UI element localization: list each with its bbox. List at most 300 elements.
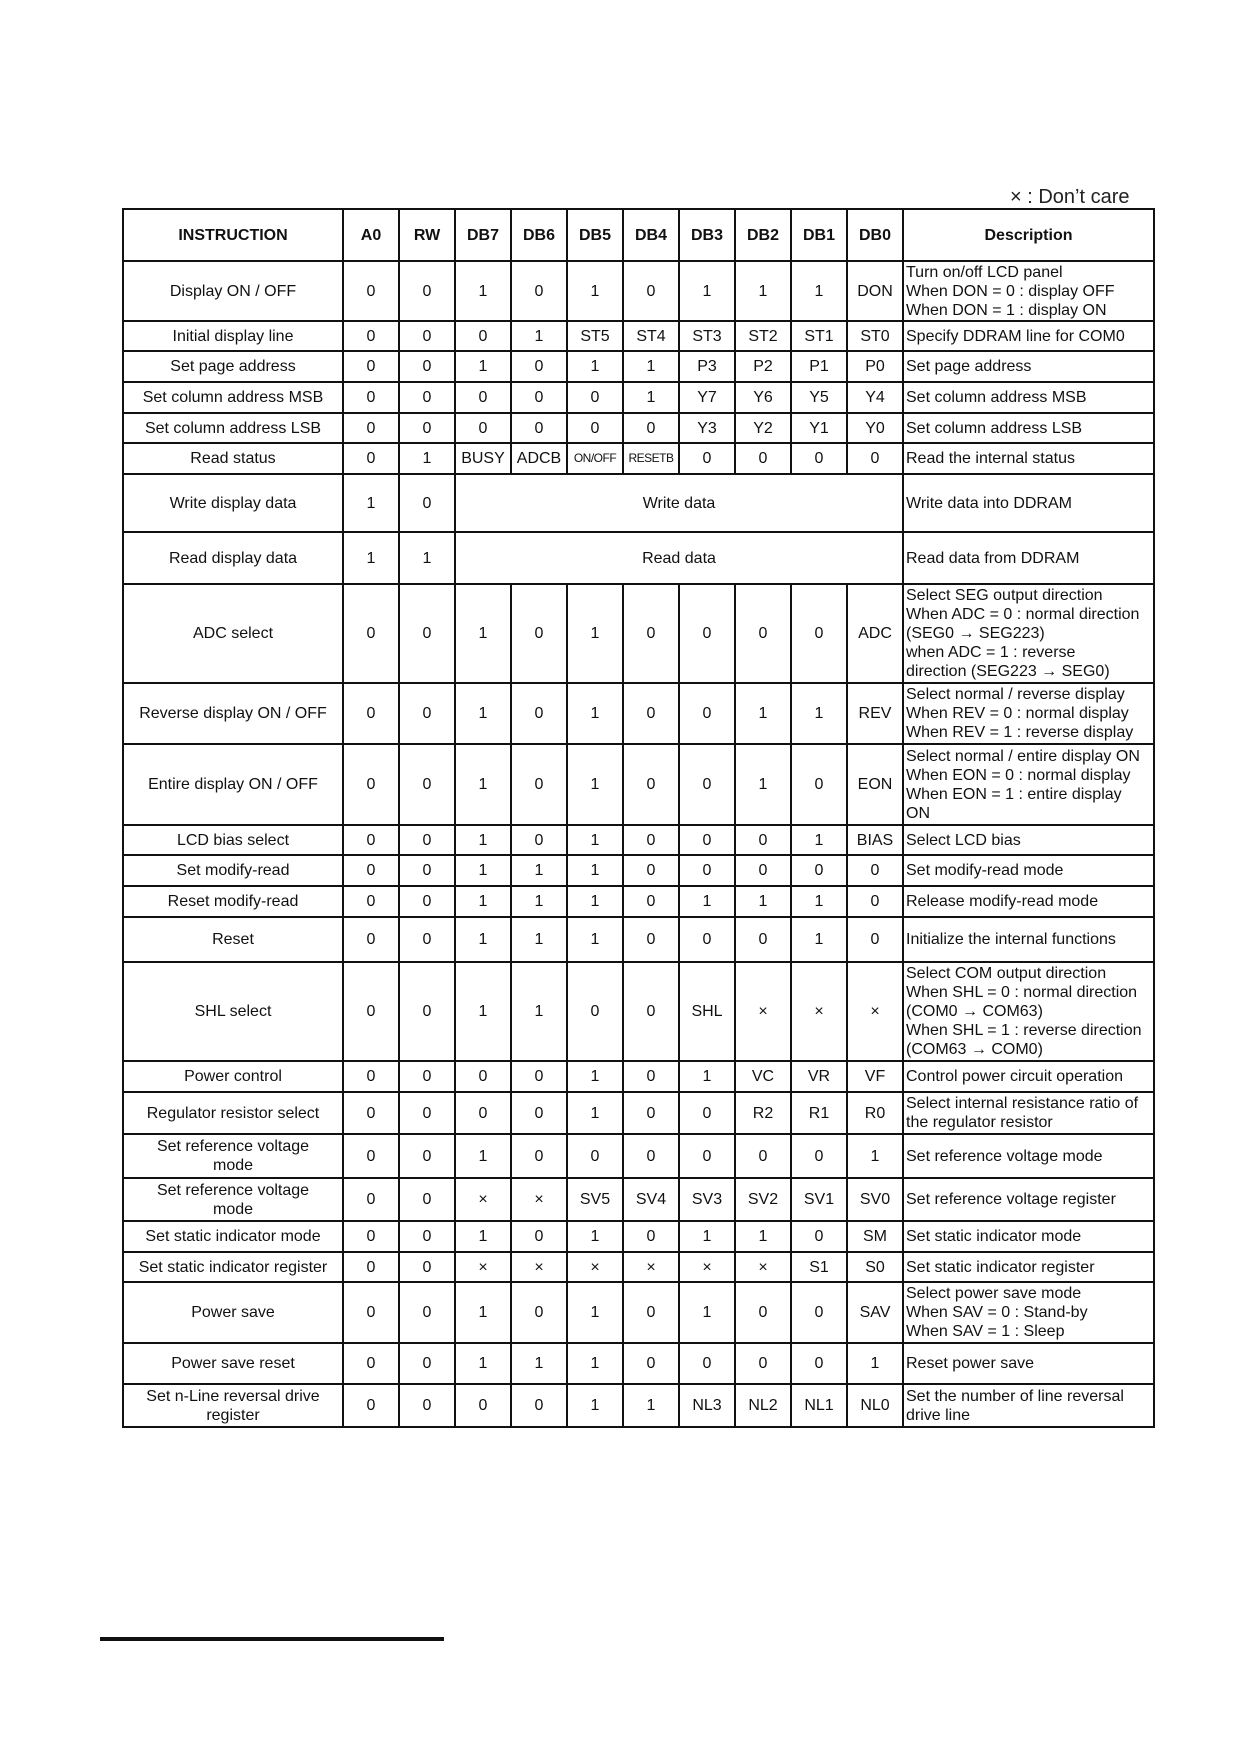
- rw-cell: 0: [399, 744, 455, 825]
- db0-cell: 0: [847, 917, 903, 962]
- db4-cell: 0: [623, 1221, 679, 1252]
- db4-cell: RESETB: [623, 443, 679, 474]
- db2-cell: 1: [735, 1221, 791, 1252]
- db4-cell: 0: [623, 683, 679, 744]
- a0-cell: 0: [343, 917, 399, 962]
- rw-cell: 0: [399, 1221, 455, 1252]
- instruction-name: Regulator resistor select: [123, 1092, 343, 1134]
- rw-cell: 1: [399, 532, 455, 584]
- a0-cell: 0: [343, 683, 399, 744]
- db1-cell: 0: [791, 1134, 847, 1178]
- db2-cell: VC: [735, 1061, 791, 1092]
- db3-cell: 0: [679, 443, 735, 474]
- db3-cell: SV3: [679, 1178, 735, 1221]
- rw-cell: 0: [399, 382, 455, 413]
- description-cell: Write data into DDRAM: [903, 474, 1154, 532]
- description-cell: Select LCD bias: [903, 825, 1154, 855]
- db6-cell: 0: [511, 1282, 567, 1343]
- db2-cell: 0: [735, 1343, 791, 1384]
- rw-cell: 0: [399, 886, 455, 917]
- instruction-name: SHL select: [123, 962, 343, 1061]
- db3-cell: 0: [679, 1092, 735, 1134]
- a0-cell: 0: [343, 1092, 399, 1134]
- db3-cell: 0: [679, 1343, 735, 1384]
- rw-cell: 0: [399, 351, 455, 382]
- db6-cell: 0: [511, 1134, 567, 1178]
- db3-cell: 0: [679, 855, 735, 886]
- db3-cell: 1: [679, 886, 735, 917]
- table-row: [123, 351, 1154, 382]
- table-row: [123, 1384, 1154, 1427]
- header-db6: DB6: [511, 209, 567, 261]
- db7-cell: 1: [455, 1134, 511, 1178]
- db6-cell: 0: [511, 413, 567, 443]
- rw-cell: 0: [399, 962, 455, 1061]
- instruction-rows: [123, 261, 1154, 1427]
- db4-cell: 0: [623, 825, 679, 855]
- db7-cell: 1: [455, 744, 511, 825]
- a0-cell: 0: [343, 886, 399, 917]
- db2-cell: Y6: [735, 382, 791, 413]
- db1-cell: NL1: [791, 1384, 847, 1427]
- db3-cell: ST3: [679, 321, 735, 351]
- table-row: [123, 382, 1154, 413]
- db0-cell: ST0: [847, 321, 903, 351]
- instruction-name: LCD bias select: [123, 825, 343, 855]
- instruction-name: Display ON / OFF: [123, 261, 343, 321]
- description-cell: Release modify-read mode: [903, 886, 1154, 917]
- db7-cell: ×: [455, 1178, 511, 1221]
- db4-cell: 0: [623, 744, 679, 825]
- rw-cell: 0: [399, 1061, 455, 1092]
- table-row: [123, 584, 1154, 683]
- db3-cell: 0: [679, 744, 735, 825]
- db3-cell: 0: [679, 584, 735, 683]
- description-cell: Reset power save: [903, 1343, 1154, 1384]
- rw-cell: 0: [399, 855, 455, 886]
- db3-cell: NL3: [679, 1384, 735, 1427]
- rw-cell: 0: [399, 261, 455, 321]
- db6-cell: 1: [511, 917, 567, 962]
- a0-cell: 0: [343, 261, 399, 321]
- header-db3: DB3: [679, 209, 735, 261]
- db2-cell: 0: [735, 1282, 791, 1343]
- db7-cell: 1: [455, 1343, 511, 1384]
- rw-cell: 0: [399, 1178, 455, 1221]
- db2-cell: 1: [735, 261, 791, 321]
- db4-cell: 0: [623, 1092, 679, 1134]
- dont-care-legend: × : Don’t care: [1010, 186, 1130, 208]
- a0-cell: 0: [343, 321, 399, 351]
- db1-cell: 0: [791, 443, 847, 474]
- description-cell: Control power circuit operation: [903, 1061, 1154, 1092]
- db7-cell: 1: [455, 351, 511, 382]
- db6-cell: ×: [511, 1178, 567, 1221]
- description-cell: Set column address LSB: [903, 413, 1154, 443]
- table-row: [123, 683, 1154, 744]
- db2-cell: 0: [735, 855, 791, 886]
- db0-cell: 1: [847, 1343, 903, 1384]
- db0-cell: REV: [847, 683, 903, 744]
- db0-cell: Y0: [847, 413, 903, 443]
- db5-cell: 1: [567, 261, 623, 321]
- table-row: [123, 1343, 1154, 1384]
- db4-cell: 1: [623, 1384, 679, 1427]
- db2-cell: 1: [735, 886, 791, 917]
- db1-cell: SV1: [791, 1178, 847, 1221]
- db6-cell: 0: [511, 261, 567, 321]
- table-row: [123, 1221, 1154, 1252]
- db5-cell: ON/OFF: [567, 443, 623, 474]
- table-row: [123, 413, 1154, 443]
- db6-cell: 1: [511, 855, 567, 886]
- a0-cell: 0: [343, 443, 399, 474]
- rw-cell: 0: [399, 1343, 455, 1384]
- db5-cell: 1: [567, 917, 623, 962]
- db0-cell: 0: [847, 443, 903, 474]
- db7-cell: 0: [455, 413, 511, 443]
- db1-cell: P1: [791, 351, 847, 382]
- db2-cell: 1: [735, 744, 791, 825]
- instruction-name: Set n-Line reversal drive register: [123, 1384, 343, 1427]
- description-cell: Select COM output direction When SHL = 0 : normal direction (COM0 → COM63) When SHL = 1 : reverse direction (COM63 → COM0): [903, 962, 1154, 1061]
- header-rw: RW: [399, 209, 455, 261]
- db5-cell: 0: [567, 962, 623, 1061]
- db5-cell: 0: [567, 413, 623, 443]
- db7-cell: 0: [455, 321, 511, 351]
- db4-cell: 0: [623, 917, 679, 962]
- table-row: [123, 443, 1154, 474]
- db2-cell: ST2: [735, 321, 791, 351]
- instruction-name: Write display data: [123, 474, 343, 532]
- db5-cell: 1: [567, 683, 623, 744]
- db2-cell: P2: [735, 351, 791, 382]
- db6-cell: ×: [511, 1252, 567, 1282]
- description-cell: Select internal resistance ratio of the regulator resistor: [903, 1092, 1154, 1134]
- db7-cell: 1: [455, 261, 511, 321]
- db3-cell: 0: [679, 683, 735, 744]
- db6-cell: 1: [511, 1343, 567, 1384]
- db6-cell: 0: [511, 1384, 567, 1427]
- a0-cell: 0: [343, 382, 399, 413]
- db6-cell: ADCB: [511, 443, 567, 474]
- a0-cell: 1: [343, 532, 399, 584]
- db3-cell: Y7: [679, 382, 735, 413]
- db3-cell: 0: [679, 1134, 735, 1178]
- instruction-name: Entire display ON / OFF: [123, 744, 343, 825]
- rw-cell: 0: [399, 825, 455, 855]
- db7-cell: 0: [455, 1061, 511, 1092]
- data-span-cell: Write data: [455, 474, 903, 532]
- data-span-cell: Read data: [455, 532, 903, 584]
- db7-cell: 1: [455, 825, 511, 855]
- description-cell: Initialize the internal functions: [903, 917, 1154, 962]
- db1-cell: 1: [791, 683, 847, 744]
- table-row: [123, 474, 1154, 532]
- db4-cell: 0: [623, 1061, 679, 1092]
- instruction-name: ADC select: [123, 584, 343, 683]
- db6-cell: 1: [511, 886, 567, 917]
- db1-cell: 0: [791, 1221, 847, 1252]
- table-row: [123, 1178, 1154, 1221]
- instruction-name: Set reference voltage mode: [123, 1134, 343, 1178]
- db5-cell: ST5: [567, 321, 623, 351]
- db5-cell: 1: [567, 825, 623, 855]
- a0-cell: 0: [343, 1221, 399, 1252]
- description-cell: Set the number of line reversal drive line: [903, 1384, 1154, 1427]
- db0-cell: 0: [847, 886, 903, 917]
- header-db0: DB0: [847, 209, 903, 261]
- db4-cell: 0: [623, 413, 679, 443]
- instruction-name: Set modify-read: [123, 855, 343, 886]
- instruction-name: Reset: [123, 917, 343, 962]
- db4-cell: 0: [623, 1282, 679, 1343]
- db3-cell: 0: [679, 825, 735, 855]
- db3-cell: 1: [679, 1061, 735, 1092]
- description-cell: Select SEG output direction When ADC = 0 : normal direction (SEG0 → SEG223) when ADC = 1 : reverse direction (SEG223 → SEG0): [903, 584, 1154, 683]
- instruction-name: Set column address LSB: [123, 413, 343, 443]
- a0-cell: 0: [343, 962, 399, 1061]
- instruction-name: Reverse display ON / OFF: [123, 683, 343, 744]
- db6-cell: 0: [511, 1221, 567, 1252]
- table-row: [123, 962, 1154, 1061]
- table-header-row: [123, 209, 1154, 261]
- table-row: [123, 886, 1154, 917]
- db0-cell: S0: [847, 1252, 903, 1282]
- table-row: [123, 744, 1154, 825]
- rw-cell: 0: [399, 474, 455, 532]
- db4-cell: 1: [623, 382, 679, 413]
- rw-cell: 0: [399, 584, 455, 683]
- db2-cell: 0: [735, 1134, 791, 1178]
- a0-cell: 0: [343, 413, 399, 443]
- db3-cell: 1: [679, 261, 735, 321]
- db6-cell: 0: [511, 825, 567, 855]
- db0-cell: Y4: [847, 382, 903, 413]
- db4-cell: 0: [623, 584, 679, 683]
- db4-cell: SV4: [623, 1178, 679, 1221]
- db7-cell: 0: [455, 1092, 511, 1134]
- table-row: [123, 1134, 1154, 1178]
- db2-cell: 0: [735, 917, 791, 962]
- db1-cell: VR: [791, 1061, 847, 1092]
- a0-cell: 1: [343, 474, 399, 532]
- db4-cell: 1: [623, 351, 679, 382]
- table-row: [123, 261, 1154, 321]
- instruction-name: Read display data: [123, 532, 343, 584]
- description-cell: Read data from DDRAM: [903, 532, 1154, 584]
- db7-cell: 1: [455, 683, 511, 744]
- header-db4: DB4: [623, 209, 679, 261]
- db0-cell: SV0: [847, 1178, 903, 1221]
- db4-cell: 0: [623, 1134, 679, 1178]
- footnote-rule: [100, 1637, 444, 1641]
- db1-cell: 0: [791, 1343, 847, 1384]
- table-row: [123, 1282, 1154, 1343]
- instruction-table: [122, 208, 1155, 1428]
- a0-cell: 0: [343, 351, 399, 382]
- db1-cell: 0: [791, 1282, 847, 1343]
- db1-cell: 1: [791, 886, 847, 917]
- description-cell: Read the internal status: [903, 443, 1154, 474]
- db7-cell: 0: [455, 382, 511, 413]
- db3-cell: ×: [679, 1252, 735, 1282]
- description-cell: Set static indicator register: [903, 1252, 1154, 1282]
- db4-cell: 0: [623, 855, 679, 886]
- db3-cell: SHL: [679, 962, 735, 1061]
- db3-cell: 0: [679, 917, 735, 962]
- rw-cell: 0: [399, 1282, 455, 1343]
- instruction-name: Set static indicator mode: [123, 1221, 343, 1252]
- db3-cell: 1: [679, 1282, 735, 1343]
- db7-cell: 1: [455, 855, 511, 886]
- description-cell: Select normal / reverse display When REV = 0 : normal display When REV = 1 : reverse display: [903, 683, 1154, 744]
- db2-cell: SV2: [735, 1178, 791, 1221]
- table-row: [123, 855, 1154, 886]
- table-row: [123, 917, 1154, 962]
- db1-cell: R1: [791, 1092, 847, 1134]
- instruction-name: Set static indicator register: [123, 1252, 343, 1282]
- header-instruction: INSTRUCTION: [123, 209, 343, 261]
- description-cell: Set column address MSB: [903, 382, 1154, 413]
- table-row: [123, 1092, 1154, 1134]
- db2-cell: NL2: [735, 1384, 791, 1427]
- table-row: [123, 1061, 1154, 1092]
- db5-cell: SV5: [567, 1178, 623, 1221]
- instruction-name: Set page address: [123, 351, 343, 382]
- db3-cell: P3: [679, 351, 735, 382]
- db2-cell: Y2: [735, 413, 791, 443]
- db5-cell: 1: [567, 584, 623, 683]
- instruction-name: Set reference voltage mode: [123, 1178, 343, 1221]
- db1-cell: ST1: [791, 321, 847, 351]
- rw-cell: 0: [399, 321, 455, 351]
- db2-cell: 0: [735, 443, 791, 474]
- db1-cell: 0: [791, 855, 847, 886]
- header-db2: DB2: [735, 209, 791, 261]
- a0-cell: 0: [343, 855, 399, 886]
- db5-cell: 1: [567, 1092, 623, 1134]
- db2-cell: 0: [735, 584, 791, 683]
- db6-cell: 1: [511, 962, 567, 1061]
- instruction-name: Read status: [123, 443, 343, 474]
- db1-cell: 1: [791, 917, 847, 962]
- header-db1: DB1: [791, 209, 847, 261]
- db1-cell: Y1: [791, 413, 847, 443]
- db2-cell: R2: [735, 1092, 791, 1134]
- db5-cell: 1: [567, 855, 623, 886]
- db0-cell: NL0: [847, 1384, 903, 1427]
- db7-cell: 0: [455, 1384, 511, 1427]
- rw-cell: 0: [399, 413, 455, 443]
- instruction-name: Initial display line: [123, 321, 343, 351]
- a0-cell: 0: [343, 744, 399, 825]
- db5-cell: 1: [567, 1061, 623, 1092]
- a0-cell: 0: [343, 825, 399, 855]
- instruction-name: Set column address MSB: [123, 382, 343, 413]
- db0-cell: R0: [847, 1092, 903, 1134]
- db2-cell: 0: [735, 825, 791, 855]
- rw-cell: 0: [399, 1092, 455, 1134]
- db5-cell: 0: [567, 382, 623, 413]
- db0-cell: ×: [847, 962, 903, 1061]
- db7-cell: 1: [455, 1282, 511, 1343]
- header-db5: DB5: [567, 209, 623, 261]
- db0-cell: SAV: [847, 1282, 903, 1343]
- db1-cell: ×: [791, 962, 847, 1061]
- db7-cell: 1: [455, 917, 511, 962]
- rw-cell: 0: [399, 1252, 455, 1282]
- db7-cell: BUSY: [455, 443, 511, 474]
- db0-cell: BIAS: [847, 825, 903, 855]
- db0-cell: 0: [847, 855, 903, 886]
- db6-cell: 0: [511, 1092, 567, 1134]
- db4-cell: ×: [623, 1252, 679, 1282]
- db5-cell: 1: [567, 1221, 623, 1252]
- db7-cell: 1: [455, 1221, 511, 1252]
- db1-cell: 0: [791, 744, 847, 825]
- db5-cell: 1: [567, 351, 623, 382]
- db4-cell: ST4: [623, 321, 679, 351]
- a0-cell: 0: [343, 1252, 399, 1282]
- description-cell: Set modify-read mode: [903, 855, 1154, 886]
- rw-cell: 0: [399, 683, 455, 744]
- db5-cell: 1: [567, 1343, 623, 1384]
- db0-cell: VF: [847, 1061, 903, 1092]
- db6-cell: 0: [511, 584, 567, 683]
- db4-cell: 0: [623, 962, 679, 1061]
- db4-cell: 0: [623, 1343, 679, 1384]
- header-db7: DB7: [455, 209, 511, 261]
- instruction-name: Power save reset: [123, 1343, 343, 1384]
- rw-cell: 1: [399, 443, 455, 474]
- a0-cell: 0: [343, 1061, 399, 1092]
- db7-cell: 1: [455, 584, 511, 683]
- a0-cell: 0: [343, 584, 399, 683]
- db6-cell: 1: [511, 321, 567, 351]
- description-cell: Set page address: [903, 351, 1154, 382]
- description-cell: Turn on/off LCD panel When DON = 0 : display OFF When DON = 1 : display ON: [903, 261, 1154, 321]
- db0-cell: EON: [847, 744, 903, 825]
- rw-cell: 0: [399, 1384, 455, 1427]
- db2-cell: ×: [735, 962, 791, 1061]
- db6-cell: 0: [511, 744, 567, 825]
- db5-cell: 1: [567, 1282, 623, 1343]
- instruction-name: Power save: [123, 1282, 343, 1343]
- db7-cell: 1: [455, 886, 511, 917]
- table-row: [123, 1252, 1154, 1282]
- db1-cell: 1: [791, 825, 847, 855]
- db1-cell: S1: [791, 1252, 847, 1282]
- table-row: [123, 532, 1154, 584]
- description-cell: Select normal / entire display ON When EON = 0 : normal display When EON = 1 : entire display ON: [903, 744, 1154, 825]
- db2-cell: 1: [735, 683, 791, 744]
- db6-cell: 0: [511, 382, 567, 413]
- a0-cell: 0: [343, 1384, 399, 1427]
- description-cell: Set reference voltage register: [903, 1178, 1154, 1221]
- db1-cell: 1: [791, 261, 847, 321]
- db7-cell: 1: [455, 962, 511, 1061]
- db0-cell: 1: [847, 1134, 903, 1178]
- db0-cell: DON: [847, 261, 903, 321]
- description-cell: Specify DDRAM line for COM0: [903, 321, 1154, 351]
- a0-cell: 0: [343, 1134, 399, 1178]
- description-cell: Set reference voltage mode: [903, 1134, 1154, 1178]
- db5-cell: ×: [567, 1252, 623, 1282]
- description-cell: Set static indicator mode: [903, 1221, 1154, 1252]
- db0-cell: P0: [847, 351, 903, 382]
- db0-cell: SM: [847, 1221, 903, 1252]
